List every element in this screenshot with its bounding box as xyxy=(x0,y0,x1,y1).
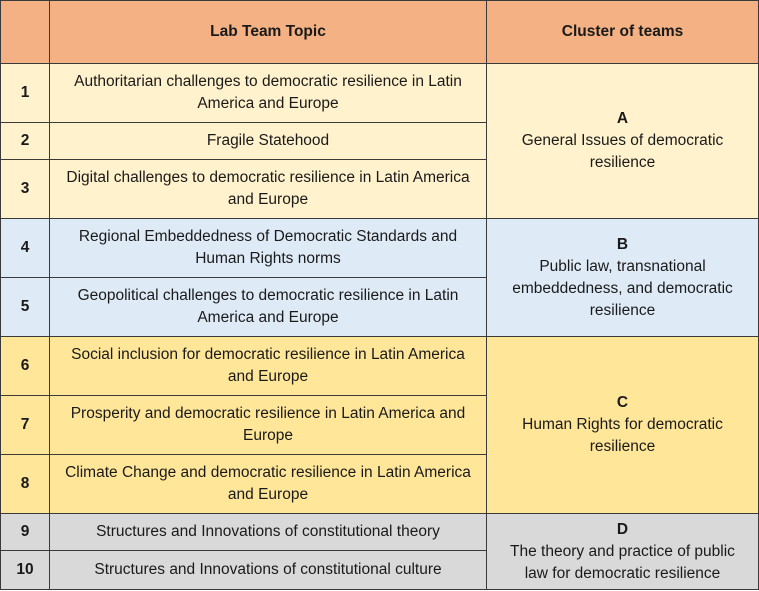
row-topic: Authoritarian challenges to democratic resilience in Latin America and Europe xyxy=(50,64,487,123)
cluster-description: Human Rights for democratic resilience xyxy=(522,416,723,455)
table-row xyxy=(1,337,759,396)
row-number: 6 xyxy=(1,337,50,396)
cluster-letter: C xyxy=(616,394,629,411)
row-number: 7 xyxy=(1,396,50,455)
row-topic: Prosperity and democratic resilience in Latin America and Europe xyxy=(50,396,487,455)
cluster-description: General Issues of democratic resilience xyxy=(521,132,724,171)
cluster-description: The theory and practice of public law for democratic resilience xyxy=(510,542,735,582)
row-number: 1 xyxy=(1,64,50,123)
row-topic: Social inclusion for democratic resilience in Latin America and Europe xyxy=(50,337,487,396)
cluster-d-cell xyxy=(487,514,759,590)
row-topic: Structures and Innovations of constitutional theory xyxy=(50,514,487,551)
cluster-letter: D xyxy=(616,520,629,538)
cluster-description: Public law, transnational embeddedness, and democratic resilience xyxy=(512,257,733,319)
row-number: 5 xyxy=(1,278,50,337)
cluster-b-cell xyxy=(487,219,759,337)
header-cluster-of-teams: Cluster of teams xyxy=(487,1,759,64)
row-number: 3 xyxy=(1,160,50,219)
row-topic: Fragile Statehood xyxy=(50,123,487,160)
table-row xyxy=(1,64,759,123)
header-row xyxy=(1,1,759,64)
row-number: 10 xyxy=(1,551,50,590)
table-row xyxy=(1,219,759,278)
row-number: 2 xyxy=(1,123,50,160)
header-lab-team-topic: Lab Team Topic xyxy=(50,1,487,64)
row-number: 9 xyxy=(1,514,50,551)
row-topic: Geopolitical challenges to democratic resilience in Latin America and Europe xyxy=(50,278,487,337)
row-topic: Regional Embeddedness of Democratic Standards and Human Rights norms xyxy=(50,219,487,278)
row-number: 8 xyxy=(1,455,50,514)
cluster-a-cell xyxy=(487,64,759,219)
row-number: 4 xyxy=(1,219,50,278)
header-number xyxy=(1,1,50,64)
row-topic: Structures and Innovations of constitutional culture xyxy=(50,551,487,590)
cluster-c-cell xyxy=(487,337,759,514)
table-row xyxy=(1,514,759,551)
cluster-letter: A xyxy=(616,110,629,127)
row-topic: Digital challenges to democratic resilience in Latin America and Europe xyxy=(50,160,487,219)
cluster-letter: B xyxy=(616,235,629,253)
row-topic: Climate Change and democratic resilience in Latin America and Europe xyxy=(50,455,487,514)
